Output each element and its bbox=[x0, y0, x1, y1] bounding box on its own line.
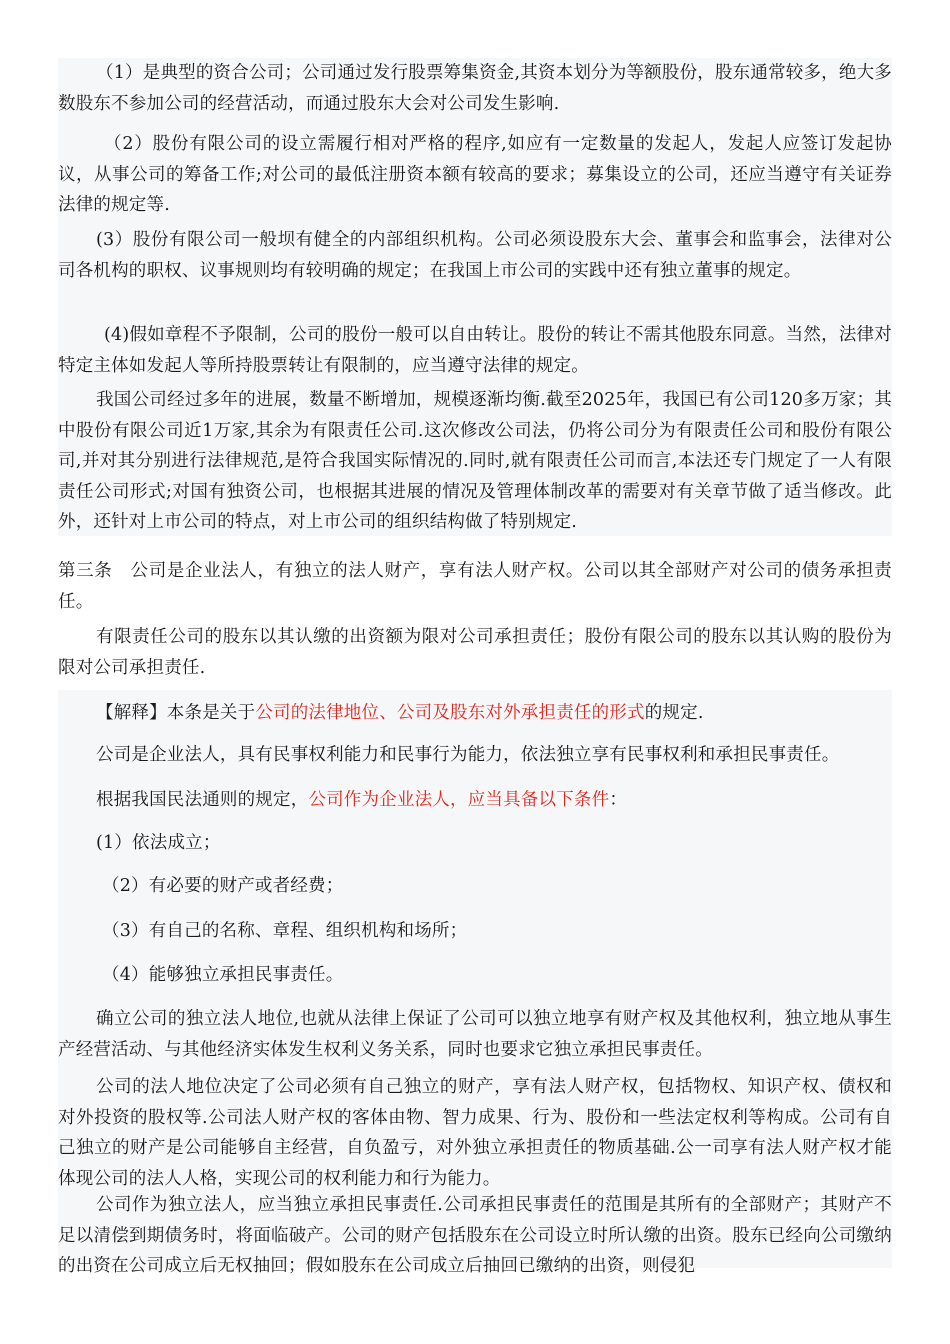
paragraph-independent-status: 确立公司的独立法人地位,也就从法律上保证了公司可以独立地享有财产权及其他权利，独立地从事生产经营活动、与其他经济实体发生权利义务关系，同时也要求它独立承担民事责任。 bbox=[58, 1009, 892, 1060]
article-3-text: 第三条 公司是企业法人，有独立的法人财产，享有法人财产权。公司以其全部财产对公司的债务承担责任。 bbox=[58, 561, 892, 612]
explanation-prefix: 【解释】本条是关于 bbox=[96, 703, 256, 723]
paragraph-item-4: (4)假如章程不予限制，公司的股份一般可以自由转让。股份的转让不需其他股东同意。当然，法律对特定主体如发起人等所持股票转让有限制的，应当遵守法律的规定。 bbox=[58, 325, 892, 376]
conditions-prefix: 根据我国民法通则的规定， bbox=[96, 790, 309, 810]
condition-item-2: （2）有必要的财产或者经费； bbox=[102, 876, 344, 896]
paragraph-conditions-intro bbox=[58, 785, 892, 816]
article-3-paragraph-2: 有限责任公司的股东以其认缴的出资额为限对公司承担责任；股份有限公司的股东以其认购的股份为限对公司承担责任. bbox=[58, 627, 892, 678]
paragraph-development: 我国公司经过多年的进展，数量不断增加，规模逐渐均衡.截至2025年，我国已有公司120多万家；其中股份有限公司近1万家,其余为有限责任公司.这次修改公司法，仍将公司分为有限责任公司和股份有限公司,并对其分别进行法律规范,是符合我国实际情况的.同时,就有限责任公司而言,本法还专门规定了一人有限责任公司形式;对国有独资公司，也根据其进展的情况及管理体制改革的需要对有关章节做了适当修改。此外，还针对上市公司的特点，对上市公司的组织结构做了特别规定. bbox=[58, 390, 892, 532]
explanation-paragraph bbox=[58, 698, 892, 729]
paragraph-enterprise-legal-person: 公司是企业法人，具有民事权利能力和民事行为能力，依法独立享有民事权利和承担民事责任。 bbox=[96, 745, 840, 765]
shaded-block-top bbox=[58, 58, 892, 536]
explanation-highlight: 公司的法律地位、公司及股东对外承担责任的形式 bbox=[255, 703, 645, 723]
explanation-suffix: 的规定. bbox=[644, 703, 704, 723]
paragraph-legal-property: 公司的法人地位决定了公司必须有自己独立的财产，享有法人财产权，包括物权、知识产权、债权和对外投资的股权等.公司法人财产权的客体由物、智力成果、行为、股份和一些法定权利等构成。公司有自己独立的财产是公司能够自主经营，自负盈亏，对外独立承担责任的物质基础.公一司享有法人财产权才能体现公司的法人人格，实现公司的权利能力和行为能力。 bbox=[58, 1077, 892, 1189]
conditions-suffix: ： bbox=[609, 790, 628, 810]
paragraph-item-2: （2）股份有限公司的设立需履行相对严格的程序,如应有一定数量的发起人，发起人应签订发起协议，从事公司的筹备工作;对公司的最低注册资本额有较高的要求；募集设立的公司，还应当遵守有关证券法律的规定等. bbox=[58, 134, 892, 215]
paragraph-item-1: （1）是典型的资合公司；公司通过发行股票筹集资金,其资本划分为等额股份，股东通常较多，绝大多数股东不参加公司的经营活动，而通过股东大会对公司发生影响. bbox=[58, 63, 892, 114]
article-block bbox=[58, 556, 892, 681]
paragraph-civil-liability: 公司作为独立法人，应当独立承担民事责任.公司承担民事责任的范围是其所有的全部财产；其财产不足以清偿到期债务时，将面临破产。公司的财产包括股东在公司设立时所认缴的出资。股东已经向公司缴纳的出资在公司成立后无权抽回；假如股东在公司成立后抽回已缴纳的出资，则侵犯 bbox=[58, 1195, 892, 1276]
condition-item-3: （3）有自己的名称、章程、组织机构和场所； bbox=[102, 921, 468, 941]
condition-item-4: （4）能够独立承担民事责任。 bbox=[102, 965, 344, 985]
conditions-highlight: 公司作为企业法人，应当具备以下条件 bbox=[308, 790, 610, 810]
shaded-block-bottom bbox=[58, 690, 892, 1276]
paragraph-item-3: (3）股份有限公司一般坝有健全的内部组织机构。公司必须设股东大会、董事会和监事会，法律对公司各机构的职权、议事规则均有较明确的规定；在我国上市公司的实践中还有独立董事的规定。 bbox=[58, 230, 892, 281]
condition-item-1: (1）依法成立； bbox=[96, 833, 221, 853]
